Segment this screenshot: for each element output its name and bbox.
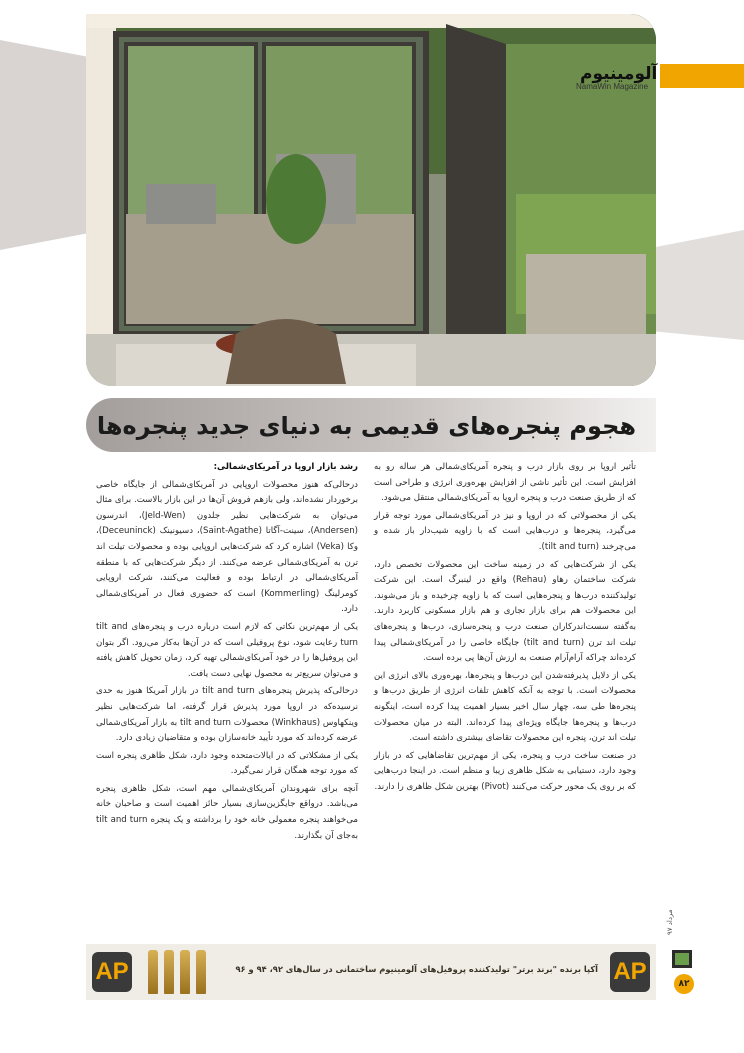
paragraph: درحالی‌که پذیرش پنجره‌های tilt and turn در بازار آمریکا هنوز به حدی نرسیده‌که در اروپا مورد پذیرش قرار گرفته، اما شرکت‌هایی نظیر وینکهاوس (Winkhaus) محصولات tilt and turn به بازار آمریکای‌شمالی عرضه کرده‌اند که مورد تأیید خانه‌سازان بوده و متقاضیان زیادی دارد.: [96, 686, 358, 744]
brand-accent-bar: [660, 64, 744, 88]
brand-logo-icon: AP: [610, 952, 650, 992]
paragraph: در صنعت ساخت درب و پنجره، یکی از مهم‌ترین تقاضاهایی که در بازار وجود دارد، دستیابی به شکل ظاهری زیبا و منظم است. در اینجا درب‌هایی که بر روی یک محور حرکت می‌کنند (Pivot) بهترین شکل ظاهری را دارند.: [374, 750, 636, 792]
hero-photo: [86, 14, 656, 386]
paragraph: یکی از محصولاتی که در اروپا و نیز در آمریکای‌شمالی مورد توجه قرار می‌گیرد، پنجره‌ها و درب‌هایی است که با زاویه شیب‌دار باز شده و می‌چرخند (tilt and turn).: [374, 510, 636, 552]
paragraph: یکی از مهم‌ترین نکاتی که لازم است درباره درب و پنجره‌های tilt and turn رعایت شود، نوع پروفیلی است که در آن‌ها به‌کار می‌رود. اگر بتوان این پروفیل‌ها را در خود آمریکای‌شمالی تهیه کرد، زمان تحویل کاهش یافته و می‌توان سریع‌تر به محصول نهایی دست یافت.: [96, 621, 359, 679]
paragraph: یکی از شرکت‌هایی که در زمینه ساخت این محصولات تخصص دارد، شرکت ساختمان رهاو (Rehau) واقع در لینبرگ است. این شرکت تولیدکننده درب‌ها و پنجره‌هایی است که با زاویه چرخیده و باز می‌شوند. این محصولات هم برای بازار تجاری و هم بازار مسکونی کاربرد دارند. به‌گفته سست‌اندرکاران صنعت درب و پنجره‌سازی، درب‌ها و پنجره‌های تیلت اند ترن (tilt and turn) جایگاه خاصی را در آمریکای‌شمالی پیدا کرده‌اند چراکه آرام‌آرام صنعت به ارزش آن‌ها پی برده است.: [374, 559, 636, 664]
paragraph: درحالی‌که هنوز محصولات اروپایی در آمریکای‌شمالی از جایگاه خاصی برخوردار نشده‌اند، ولی با‌زهم فروش آن‌ها در این بازار بالاست. برای مثال می‌توان به شرکت‌هایی نظیر جلدون (Jeld-Wen)، اندرسون (Andersen)، سینت-آگاتا (Saint-Agathe)، دسیونینک (Deceuninck)، وکا (Veka) اشاره کرد که شرکت‌هایی اروپایی بوده و محصولات تیلت اند ترن به آمریکای‌شمالی عرضه می‌کنند. از دیگر شرکت‌هایی که با منطقه آمریکای‌شمالی در ارتباط بوده و فعالیت می‌کنند، شرکت اروپایی کومرلینگ (Kommerling) است که حضوری فعال در آمریکای‌شمالی دارد.: [96, 479, 359, 615]
trophy-icon: [164, 950, 174, 994]
article-column-right: [374, 460, 636, 797]
brand-logo: [576, 64, 744, 94]
paragraph: یکی از دلایل پذیرفته‌شدن این درب‌ها و پنجره‌ها، بهره‌وری بالای انرژی این محصولات است. با توجه به آنکه کاهش تلفات انرژی از طریق درب‌ها و پنجره‌ها طی سه، چهار سال اخیر بسیار اهمیت پیدا کرده است، اینگونه درب‌ها و پنجره‌ها جایگاه ویژه‌ای پیدا کرده‌اند. البته در میان محصولات تیلت اند ترن، پنجره این محصولات تقاضای بیشتری داشته است.: [374, 670, 636, 744]
brand-logo-icon: AP: [92, 952, 132, 992]
trophy-icon: [196, 950, 206, 994]
paragraph: تأثیر اروپا بر روی بازار درب و پنجره آمریکای‌شمالی هر ساله رو به افزایش است. این تأثیر ناشی از افزایش بهره‌وری انرژی و طراحی است که از طریق صنعت درب و پنجره اروپا به آمریکای‌شمالی منتقل می‌شود.: [374, 462, 636, 504]
section-subheading: رشد بازار اروپا در آمریکای‌شمالی:: [213, 462, 358, 472]
article-column-left: [96, 460, 358, 846]
advertisement-banner: [86, 944, 656, 1000]
page-number: ۸۲: [674, 974, 694, 994]
trophy-icon: [180, 950, 190, 994]
issue-date: مرداد ۹۷: [666, 909, 674, 935]
brand-tagline: ‌NamaWin Magazine: [576, 82, 649, 91]
magazine-icon: [672, 950, 692, 968]
paragraph: آنچه برای شهروندان آمریکای‌شمالی مهم است، شکل ظاهری پنجره می‌باشد. درواقع جایگزین‌سازی بسیار حائز اهمیت است و صاحبان خانه می‌خواهند پنجره معمولی خانه خود را برداشته و یک پنجره tilt and turn به‌جای آن بگذارند.: [96, 783, 358, 841]
ad-text: آکپا برنده "برند برتر" تولیدکننده پروفیل‌های آلومینیوم ساختمانی در سال‌های ۹۲، ۹۴ و ۹۶: [235, 964, 598, 974]
paragraph: یکی از مشکلاتی که در ایالات‌متحده وجود دارد، شکل ظاهری پنجره است که مورد توجه همگان قرار نمی‌گیرد.: [96, 750, 358, 777]
brand-name: آلومینیوم: [580, 64, 658, 84]
article-headline: هجوم پنجره‌های قدیمی به دنیای جدید پنجره‌ها: [96, 412, 636, 440]
trophy-icon: [148, 950, 158, 994]
